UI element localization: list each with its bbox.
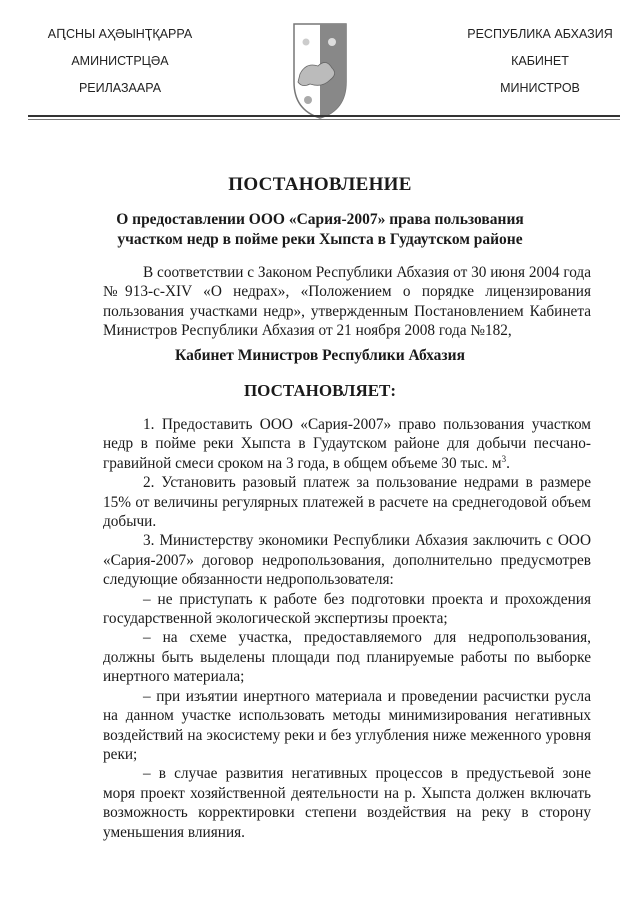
obligation: – на схеме участка, предоставляемого для недропользования, должны быть выделены площади под планируемые работы по выборке инертного материала;	[103, 629, 591, 686]
item-1-text: 1. Предоставить ООО «Сария-2007» право пользования участком недр в пойме реки Хыпста в Гудаутском районе для добычи песчано-гравийной смеси сроком на 3 года, в общем объеме 30 тыс. м	[103, 416, 591, 472]
header-russian	[430, 21, 640, 102]
item-1-sup: 3	[501, 453, 507, 464]
subject-line: участком недр в пойме реки Хыпста в Гудаутском районе	[117, 231, 523, 248]
document-title: ПОСТАНОВЛЕНИЕ	[228, 174, 412, 195]
header-left-line: АМИНИСТРЦӘА	[71, 54, 169, 68]
decree-word: ПОСТАНОВЛЯЕТ:	[243, 381, 397, 400]
header-divider-thin	[28, 119, 620, 120]
header-left-line: РЕИЛАЗААРА	[78, 81, 162, 95]
item-2: 2. Установить разовый платеж за пользование недрами в размере 15% от величины регулярных платежей в расчете на среднегодовой объем добычи.	[103, 474, 591, 531]
header-right-line: МИНИСТРОВ	[500, 81, 580, 95]
decree-items	[103, 415, 591, 842]
header-divider	[28, 115, 620, 117]
obligation: – при изъятии инертного материала и проведении расчистки русла на данном участке использовать методы минимизирования негативных воздействий на экосистему реки и без углубления ниже меженного уровня реки;	[103, 687, 591, 763]
obligation: – в случае развития негативных процессов в предустьевой зоне моря проект хозяйственной деятельности на р. Хыпста должен включать возможность корректировки степени воздействия на реку в сторону уменьшения влияния.	[103, 765, 591, 841]
header-abkhaz	[10, 21, 230, 102]
preamble: В соответствии с Законом Республики Абхазия от 30 июня 2004 года №913-с-XIV «О недрах», «Положением о порядке лицензирования пользования участками недр», утвержденным Постановлением Кабинета Министров Республики Абхазия от 21 ноября 2008 года №182,	[103, 264, 591, 340]
header-right-line: РЕСПУБЛИКА АБХАЗИЯ	[467, 27, 613, 41]
item-1	[103, 415, 591, 473]
header-right-line: КАБИНЕТ	[511, 54, 569, 68]
obligation: – не приступать к работе без подготовки проекта и прохождения государственной экологической экспертизы проекта;	[103, 590, 591, 628]
item-3: 3. Министерству экономики Республики Абхазия заключить с ООО «Сария-2007» договор недропользования, дополнительно предусмотрев следующие обязанности недропользователя:	[103, 532, 591, 589]
coat-of-arms-icon	[292, 22, 348, 120]
header-left-line: АԤСНЫ АҲӘЫНҬҚАРРА	[47, 27, 193, 41]
preamble-block	[103, 263, 591, 341]
issuer: Кабинет Министров Республики Абхазия	[175, 347, 465, 364]
document-subject	[0, 210, 640, 250]
subject-line: О предоставлении ООО «Сария-2007» права пользования	[116, 211, 524, 228]
item-1-end: .	[506, 454, 510, 472]
